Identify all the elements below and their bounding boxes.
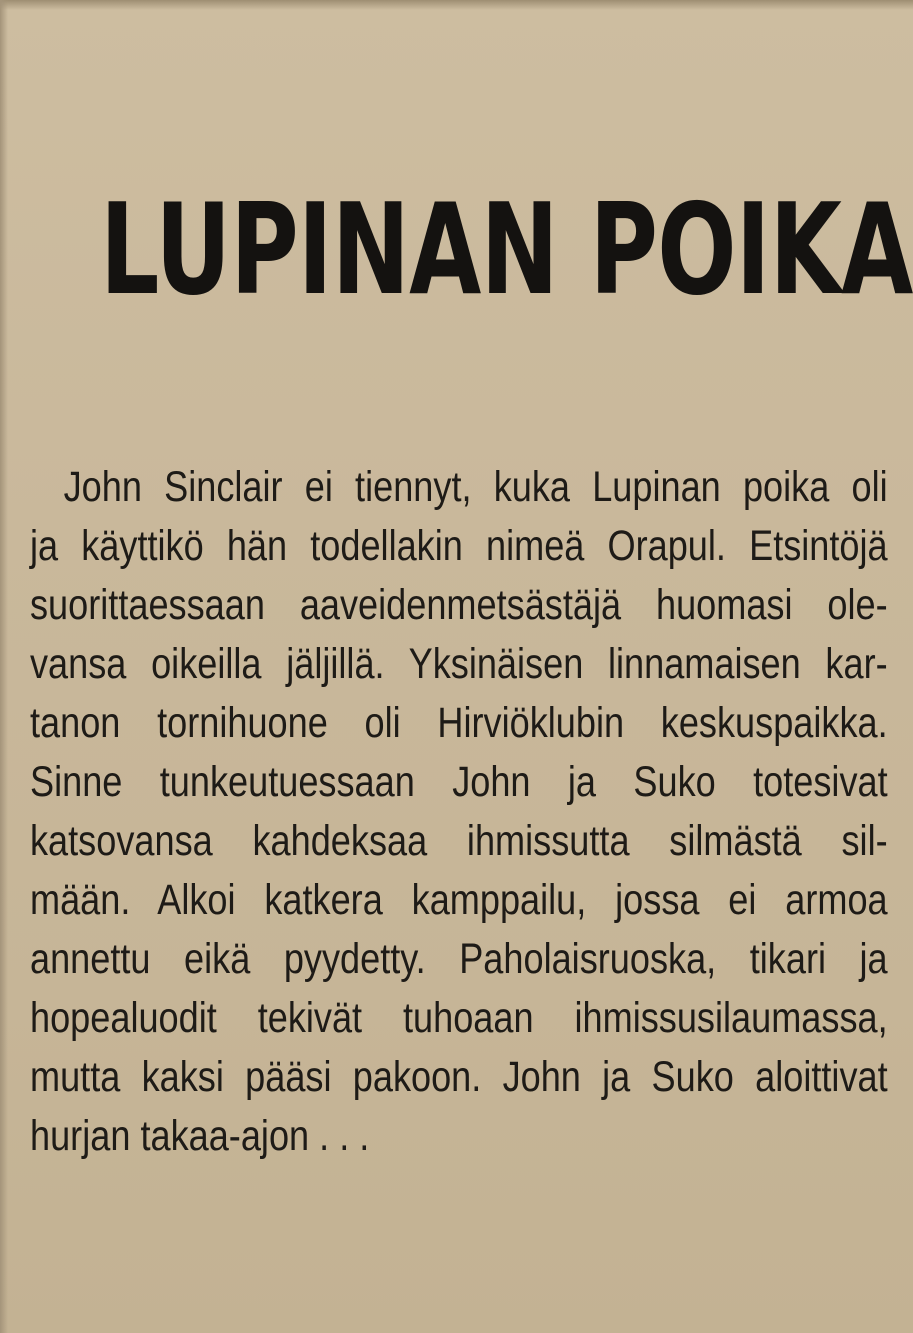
blurb-line: Sinne tunkeutuessaan John ja Suko totesivat bbox=[30, 758, 888, 806]
blurb-line: ja käyttikö hän todellakin nimeä Orapul. Etsintöjä bbox=[30, 522, 888, 570]
blurb-line: mutta kaksi pääsi pakoon. John ja Suko aloittivat bbox=[30, 1053, 888, 1101]
blurb-line: mään. Alkoi katkera kamppailu, jossa ei armoa bbox=[30, 876, 888, 924]
blurb-line: suorittaessaan aaveidenmetsästäjä huomasi ole- bbox=[30, 581, 888, 629]
page-title: LUPINAN POIKA bbox=[100, 176, 913, 323]
blurb-line: tanon tornihuone oli Hirviöklubin keskuspaikka. bbox=[30, 699, 888, 747]
blurb-line: hopealuodit tekivät tuhoaan ihmissusilaumassa, bbox=[30, 994, 888, 1042]
blurb-line: hurjan takaa-ajon . . . bbox=[30, 1112, 370, 1160]
blurb-paragraph bbox=[30, 458, 888, 1166]
blurb-line: katsovansa kahdeksaa ihmissutta silmästä sil- bbox=[30, 817, 888, 865]
blurb-line: annettu eikä pyydetty. Paholaisruoska, tikari ja bbox=[30, 935, 888, 983]
page-edge-shadow bbox=[0, 0, 913, 10]
page-side-shadow bbox=[0, 0, 8, 1333]
blurb-line: vansa oikeilla jäljillä. Yksinäisen linnamaisen kar- bbox=[30, 640, 888, 688]
blurb-line: John Sinclair ei tiennyt, kuka Lupinan poika oli bbox=[63, 463, 888, 511]
